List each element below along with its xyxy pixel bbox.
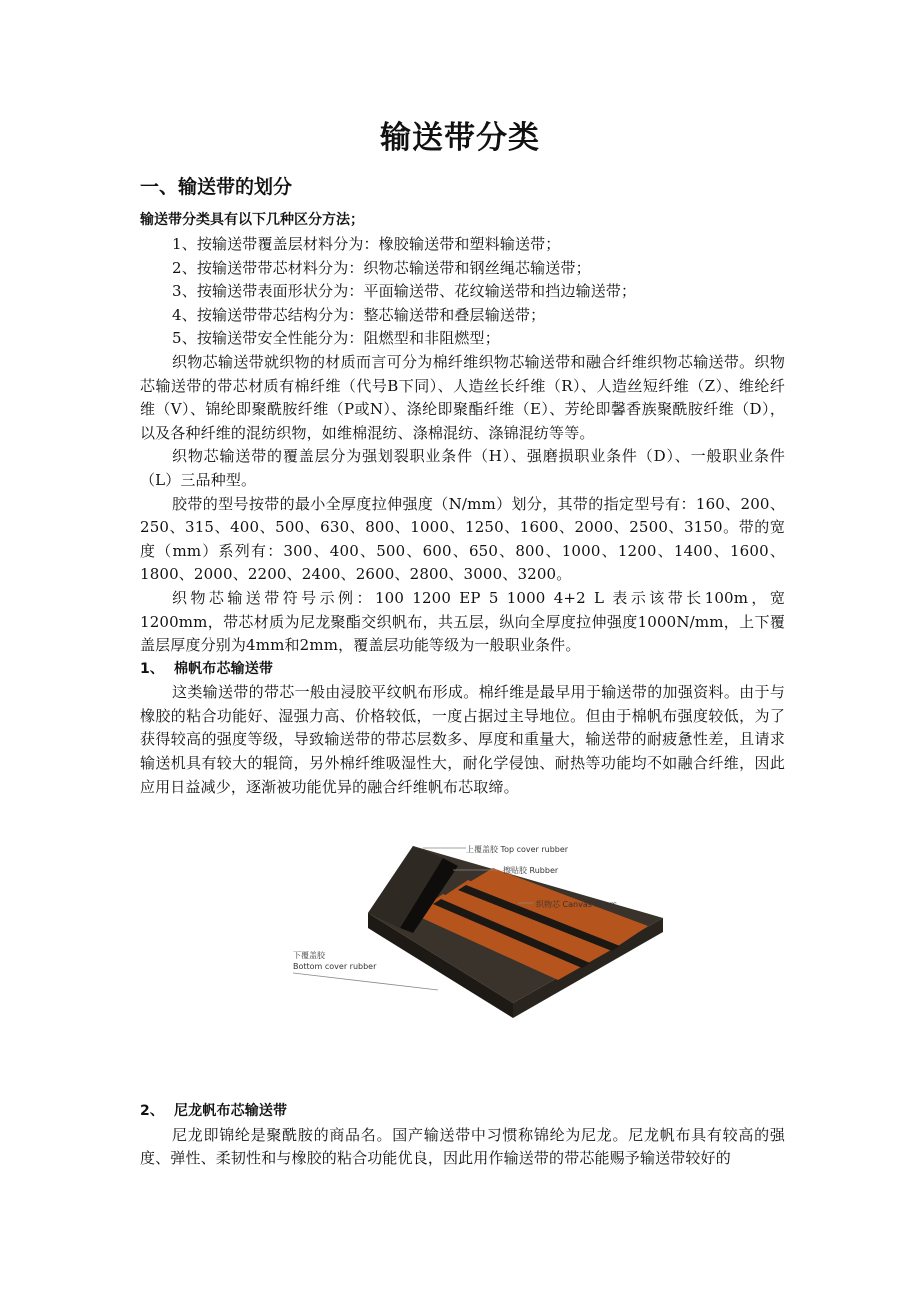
bottom-cover-label-en: Bottom cover rubber [293, 962, 377, 971]
paragraph-fabric-core: 织物芯输送带就织物的材质而言可分为棉纤维织物芯输送带和融合纤维织物芯输送带。织物芯输送带的带芯材质有棉纤维（代号B下同）、人造丝长纤维（R）、人造丝短纤维（Z）、维纶纤维（V）、锦纶即聚酰胺纤维（P或N）、涤纶即聚酯纤维（E）、芳纶即馨香族聚酰胺纤维（D），以及各种纤维的混纺织物，如维棉混纺、涤棉混纺、涤锦混纺等等。 [140, 352, 785, 442]
paragraph-belt-models: 胶带的型号按带的最小全厚度拉伸强度（N/mm）划分，其带的指定型号有：160、200、250、315、400、500、630、800、1000、1250、1600、2000、2500、3150。带的宽度（mm）系列有：300、400、500、600、650、800、1000、1200、1400、1600、1800、2000、2200、2400、2600、2800、3000、3200。 [140, 494, 785, 584]
page-title: 输送带分类 [380, 120, 540, 156]
section1-heading [140, 658, 785, 682]
method-item: 3、按输送带表面形状分为：平面输送带、花纹输送带和挡边输送带； [172, 282, 637, 301]
bottom-cover-label-cn: 下覆盖胶 [293, 951, 325, 960]
section2-title: 尼龙帆布芯输送带 [174, 1103, 288, 1119]
section2-block [140, 1100, 785, 1171]
section2-heading [140, 1100, 785, 1124]
section2-text: 尼龙即锦纶是聚酰胺的商品名。国产输送带中习惯称锦纶为尼龙。尼龙帆布具有较高的强度、弹性、柔韧性和与橡胶的粘合功能优良，因此用作输送带的带芯能赐予输送带较好的 [140, 1125, 785, 1168]
main-text [140, 233, 785, 799]
method-item: 4、按输送带带芯结构分为：整芯输送带和叠层输送带； [172, 305, 546, 324]
top-cover-label: 上覆盖胶 Top cover rubber [466, 845, 569, 854]
method-item: 5、按输送带安全性能分为：阻燃型和非阻燃型； [172, 329, 500, 348]
rubber-label: 擦贴胶 Rubber [503, 866, 559, 875]
intro-line: 输送带分类具有以下几种区分方法； [140, 212, 364, 228]
method-item: 2、按输送带带芯材料分为：织物芯输送带和钢丝绳芯输送带； [172, 258, 591, 277]
paragraph-cover-layer: 织物芯输送带的覆盖层分为强划裂职业条件（H）、强磨损职业条件（D）、一般职业条件（L）三品种型。 [140, 447, 785, 489]
leader-line [293, 973, 438, 990]
section2-number: 2、 [140, 1103, 165, 1119]
paragraph-symbol-example: 织物芯输送带符号示例：100 1200 EP 5 1000 4+2 L 表示该带长100m，宽1200mm，带芯材质为尼龙聚酯交织帆布，共五层，纵向全厚度拉伸强度1000N/mm，上下覆盖层厚度分别为4mm和2mm，覆盖层功能等级为一般职业条件。 [140, 588, 785, 655]
section1-text: 这类输送带的带芯一般由浸胶平纹帆布形成。棉纤维是最早用于输送带的加强资料。由于与橡胶的粘合功能好、湿强力高、价格较低，一度占据过主导地位。但由于棉帆布强度较低，为了获得较高的强度等级，导致输送带的带芯层数多、厚度和重量大，输送带的耐疲惫性差，且请求输送机具有较大的辊筒，另外棉纤维吸湿性大，耐化学侵蚀、耐热等功能均不如融合纤维，因此应用日益减少，逐渐被功能优异的融合纤维帆布芯取缔。 [140, 683, 785, 796]
canvas-label: 织物芯 Canvas fibers [536, 900, 617, 909]
section1-title: 棉帆布芯输送带 [174, 660, 274, 677]
method-item: 1、按输送带覆盖层材料分为：橡胶输送带和塑料输送带； [172, 235, 561, 253]
section-heading: 一、输送带的划分 [140, 176, 293, 198]
section1-number: 1、 [140, 660, 165, 677]
conveyor-belt-layers-figure [288, 818, 663, 1033]
